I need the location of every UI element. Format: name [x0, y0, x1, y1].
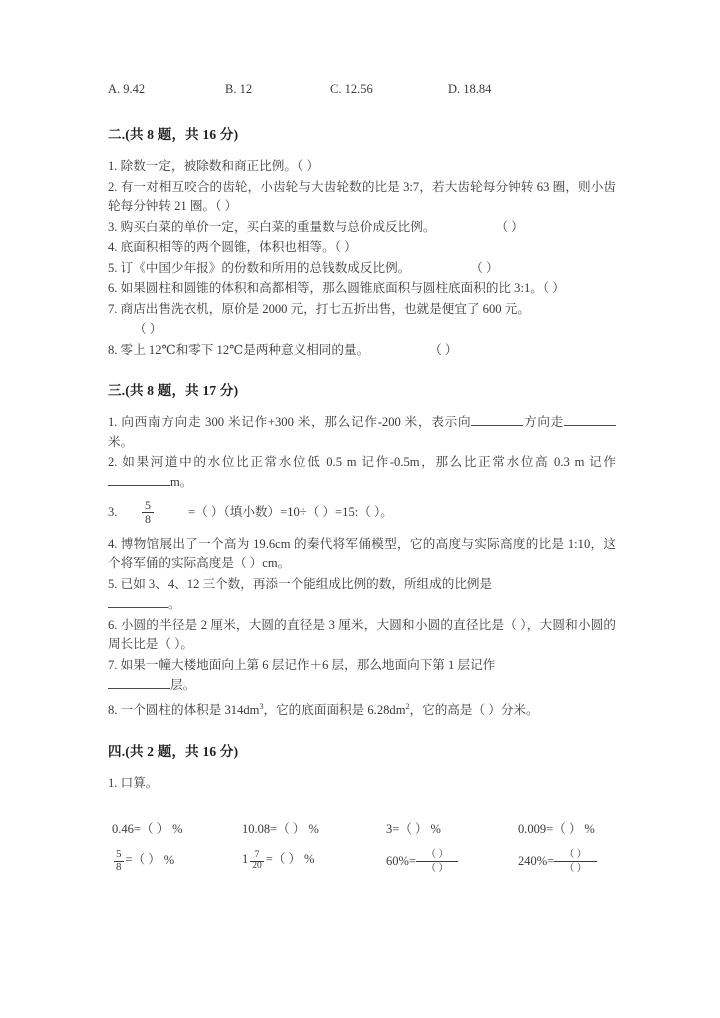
- s2-question-3-text: 3. 购买白菜的单价一定，买白菜的重量数与总价成反比例。: [108, 219, 436, 234]
- calc-item-240-percent[interactable]: [518, 849, 597, 874]
- s3-q1-blank-1[interactable]: [471, 413, 523, 426]
- calc-item-10-08-lhs: 10.08=: [242, 822, 278, 837]
- calc-item-240-percent-equals: =: [547, 854, 555, 869]
- calc-item-mixed-one-seven-twentieths[interactable]: [242, 849, 314, 872]
- s3-q1-blank-2[interactable]: [564, 413, 616, 426]
- s3-question-7: [108, 656, 616, 676]
- calc-item-240-percent-numerator-blank[interactable]: （ ）: [564, 849, 587, 861]
- s2-question-7: 7. 商店出售洗衣机，原价是 2000 元，打七五折出售，也就是便宜了 600 元。: [108, 301, 530, 316]
- calc-item-five-eighths-unit: %: [163, 852, 175, 867]
- calc-item-five-eighths-numerator: 5: [116, 848, 122, 861]
- s3-q1-part-c: 米。: [108, 434, 134, 449]
- calc-item-0-009-lhs: 0.009=: [518, 822, 554, 837]
- s3-q8-superscript-1: 3: [259, 701, 264, 711]
- s3-question-1: [108, 413, 616, 452]
- s3-q2-part-b: m。: [170, 474, 193, 489]
- s2-question-7-blank-line: [108, 320, 616, 340]
- section-heading-two: 二.(共 8 题，共 16 分): [108, 127, 239, 142]
- calc-item-mixed-unit: %: [304, 852, 315, 867]
- calc-block: [108, 819, 616, 883]
- calc-item-10-08-unit: %: [308, 822, 319, 837]
- s3-q5-text: 5. 已如 3、4、12 三个数，再添一个能组成比例的数，所组成的比例是: [108, 576, 493, 591]
- s3-q2-part-a: 2. 如果河道中的水位比正常水位低 0.5 m 记作-0.5m，那么比正常水位高 0.3 m 记作: [108, 455, 616, 469]
- calc-item-0-009-unit: %: [584, 822, 595, 837]
- s3-q8-superscript-2: 2: [405, 701, 410, 711]
- s3-question-8: [108, 697, 616, 721]
- calc-item-mixed-fraction: [250, 851, 264, 872]
- s3-question-3: [108, 499, 616, 527]
- calc-item-3-unit: %: [430, 822, 441, 837]
- calc-item-3-blank[interactable]: （ ）: [399, 822, 428, 837]
- s3-q5-blank[interactable]: [108, 595, 168, 608]
- s2-question-8: [108, 341, 616, 361]
- s3-q1-part-b: 方向走: [523, 415, 565, 429]
- calc-item-60-percent[interactable]: [386, 849, 458, 874]
- s2-question-4: 4. 底面积相等的两个圆锥，体积也相等。（ ）: [108, 240, 357, 254]
- s2-question-5-text: 5. 订《中国少年报》的份数和所用的总钱数成反比例。: [108, 260, 411, 275]
- s2-question-8-text: 8. 零上 12℃和零下 12℃是两种意义相同的量。: [108, 342, 370, 357]
- calc-item-0-009[interactable]: [518, 819, 595, 837]
- calc-item-mixed-numerator: 7: [254, 849, 260, 860]
- calc-item-3[interactable]: [386, 819, 441, 837]
- section-heading-three: 三.(共 8 题，共 17 分): [108, 383, 239, 398]
- calc-item-mixed-number: [242, 851, 266, 872]
- calc-row-1: [108, 819, 616, 849]
- s3-q3-fraction: [142, 499, 154, 527]
- calc-item-five-eighths-fraction: [114, 849, 124, 873]
- choice-option-b[interactable]: B. 12: [225, 82, 253, 96]
- calc-item-0-46-blank[interactable]: （ ）: [140, 822, 170, 837]
- choice-option-c[interactable]: C. 12.56: [330, 82, 373, 96]
- calc-item-mixed-whole: 1: [242, 852, 249, 867]
- s3-q8-part-a: 8. 一个圆柱的体积是 314dm: [108, 703, 260, 718]
- calc-item-240-percent-lhs: 240%: [518, 854, 548, 869]
- calc-item-60-percent-answer-fraction[interactable]: [416, 849, 459, 874]
- s3-q5-period: 。: [168, 597, 181, 612]
- s4-question-1-title: 1. 口算。: [108, 775, 159, 790]
- s2-question-1: 1. 除数一定，被除数和商正比例。（ ）: [108, 159, 319, 173]
- calc-item-0-46-unit: %: [172, 822, 183, 837]
- s3-q7-blank[interactable]: [108, 676, 170, 689]
- s2-question-5: [108, 259, 616, 279]
- calc-item-10-08-blank[interactable]: （ ）: [277, 822, 306, 837]
- s3-q3-index: 3.: [108, 505, 118, 519]
- calc-item-five-eighths-blank[interactable]: （ ）: [132, 852, 161, 867]
- choice-options-row: [108, 82, 616, 104]
- s3-q1-part-a: 1. 向西南方向走 300 米记作+300 米，那么记作-200 米，表示向: [108, 415, 472, 429]
- worksheet-content: [108, 82, 616, 883]
- calc-item-mixed-denominator: 20: [252, 860, 262, 871]
- s2-question-7-answer-blank[interactable]: （ ）: [134, 322, 163, 336]
- calc-item-0-46-lhs: 0.46=: [112, 822, 141, 837]
- s2-question-5-answer-blank[interactable]: （ ）: [470, 260, 499, 275]
- choice-option-a[interactable]: A. 9.42: [108, 82, 146, 96]
- s3-question-2: [108, 453, 616, 492]
- s3-q3-fraction-numerator: 5: [145, 498, 151, 512]
- s3-question-5-blank-line: [108, 595, 616, 615]
- calc-item-five-eighths-denominator: 8: [116, 860, 122, 873]
- s3-q7-unit: 层。: [170, 678, 196, 693]
- calc-row-2: [108, 849, 616, 883]
- s3-q7-text: 7. 如果一幢大楼地面向上第 6 层记作＋6 层，那么地面向下第 1 层记作: [108, 657, 496, 672]
- calc-item-10-08[interactable]: [242, 819, 319, 837]
- calc-item-240-percent-answer-fraction[interactable]: [554, 849, 597, 874]
- calc-item-60-percent-denominator-blank[interactable]: （ ）: [416, 861, 459, 874]
- s2-question-3: [108, 218, 616, 238]
- s3-question-4: 4. 博物馆展出了一个高为 19.6cm 的秦代将军俑模型，它的高度与实际高度的比是 1:10，这个将军俑的实际高度是（ ）cm。: [108, 536, 616, 571]
- section-heading-four: 四.(共 2 题，共 16 分): [108, 743, 239, 759]
- choice-option-d[interactable]: D. 18.84: [448, 82, 492, 96]
- calc-item-mixed-equals: =: [265, 852, 273, 867]
- s3-q8-part-c[interactable]: ，它的高是（ ）分米。: [409, 703, 539, 718]
- s3-q2-blank[interactable]: [108, 473, 170, 486]
- calc-item-60-percent-lhs: 60%: [386, 854, 409, 869]
- s3-question-7-blank-line: [108, 676, 616, 696]
- s2-question-3-answer-blank[interactable]: （ ）: [495, 219, 524, 234]
- calc-item-60-percent-numerator-blank[interactable]: （ ）: [425, 849, 449, 861]
- calc-item-0-009-blank[interactable]: （ ）: [553, 822, 582, 837]
- calc-item-0-46[interactable]: [112, 819, 183, 837]
- calc-item-mixed-blank[interactable]: （ ）: [272, 852, 301, 867]
- s2-question-2: 2. 有一对相互咬合的齿轮，小齿轮与大齿轮数的比是 3:7，若大齿轮每分钟转 63 圈，则小齿轮每分钟转 21 圈。（ ）: [108, 179, 616, 213]
- s3-q3-expression[interactable]: =（ ）（填小数）=10÷（ ）=15:（ ）。: [188, 505, 393, 519]
- calc-item-five-eighths-equals: =: [125, 852, 133, 867]
- s2-question-6: 6. 如果圆柱和圆锥的体积和高都相等，那么圆锥底面积与圆柱底面积的比 3:1。（ ）: [108, 281, 565, 295]
- s3-question-6: 6. 小圆的半径是 2 厘米，大圆的直径是 3 厘米，大圆和小圆的直径比是（ ），大圆和小圆的周长比是（ ）。: [108, 617, 616, 652]
- calc-item-60-percent-equals: =: [408, 854, 416, 869]
- s3-question-5: [108, 575, 616, 595]
- s2-question-8-answer-blank[interactable]: （ ）: [429, 342, 458, 357]
- calc-item-3-lhs: 3=: [386, 822, 400, 837]
- calc-item-240-percent-denominator-blank[interactable]: （ ）: [554, 861, 597, 874]
- calc-item-five-eighths[interactable]: [112, 849, 174, 873]
- s3-q8-part-b: ，它的底面面积是 6.28dm: [263, 703, 406, 718]
- s3-q3-fraction-denominator: 8: [142, 512, 154, 526]
